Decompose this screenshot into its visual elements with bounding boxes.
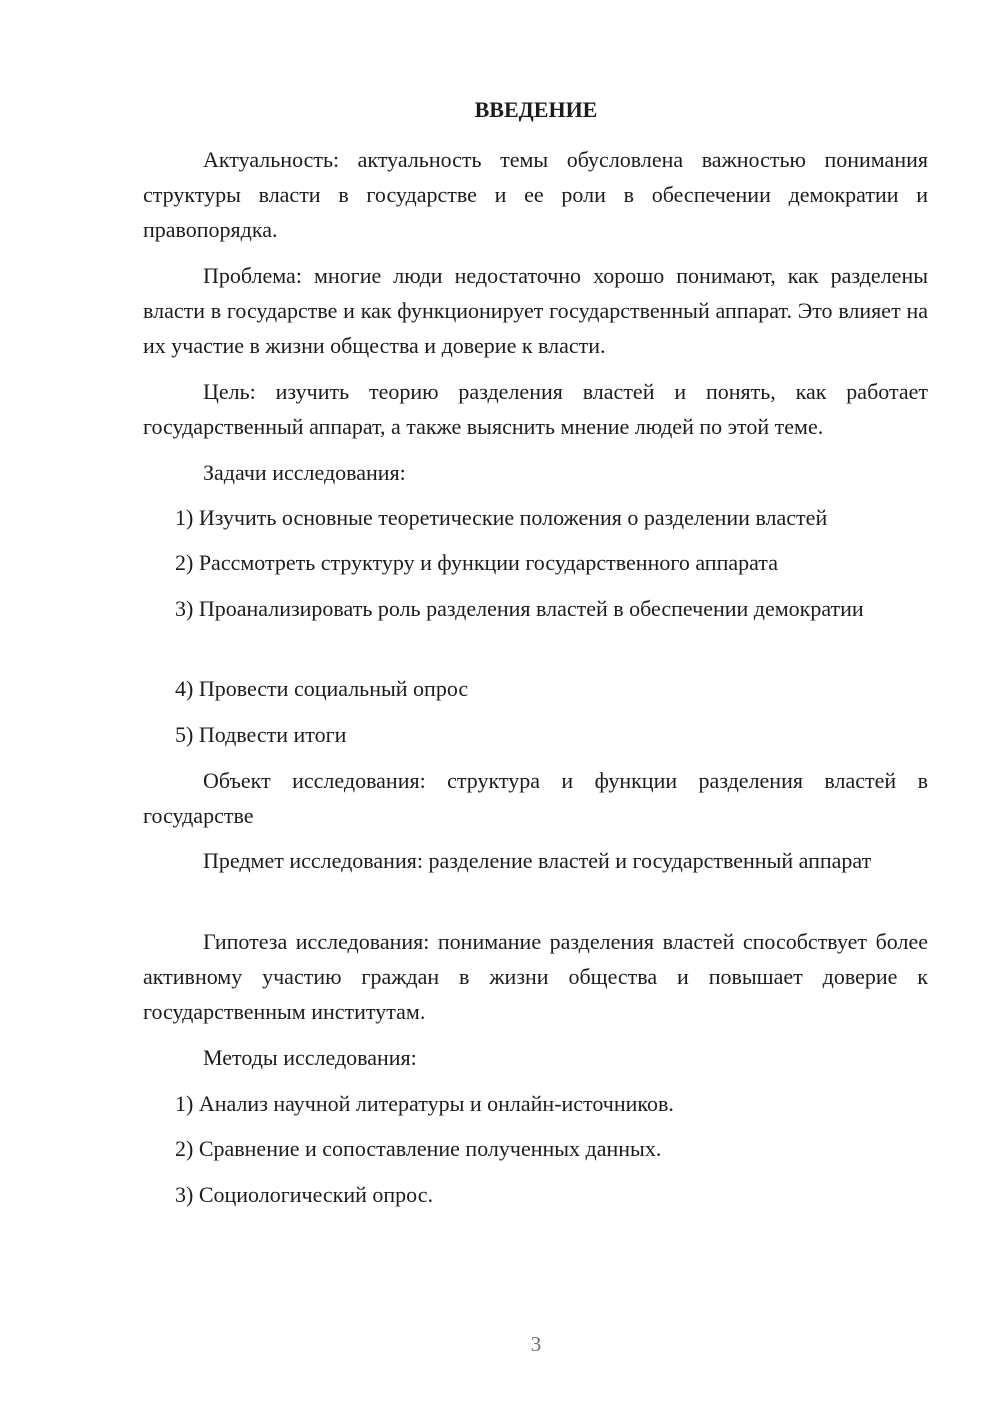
task-item: 4) Провести социальный опрос [175,676,469,701]
task-item: 5) Подвести итоги [175,722,347,747]
goal-paragraph: Цель: изучить теорию разделения властей и понять, как работает государственный аппарат, а также выяснить мнение людей по этой теме. [143,379,928,439]
task-item: 3) Проанализировать роль разделения властей в обеспечении демократии [175,596,864,621]
method-item: 2) Сравнение и сопоставление полученных данных. [175,1136,662,1161]
hypothesis-paragraph: Гипотеза исследования: понимание разделения властей способствует более активному участию граждан в жизни общества и повышает доверие к государственным институтам. [143,929,928,1024]
page-title: ВВЕДЕНИЕ [474,97,598,122]
tasks-heading: Задачи исследования: [203,460,406,485]
page-number: 3 [530,1332,542,1356]
problem-paragraph: Проблема: многие люди недостаточно хорошо понимают, как разделены власти в государстве и как функционирует государственный аппарат. Это влияет на их участие в жизни общества и доверие к власти. [143,263,928,358]
object-paragraph: Объект исследования: структура и функции разделения властей в государстве [143,768,928,828]
task-item: 2) Рассмотреть структуру и функции государственного аппарата [175,550,778,575]
relevance-paragraph: Актуальность: актуальность темы обусловлена важностью понимания структуры власти в государстве и ее роли в обеспечении демократии и правопорядка. [143,147,928,242]
method-item: 3) Социологический опрос. [175,1182,433,1207]
subject-paragraph: Предмет исследования: разделение властей и государственный аппарат [203,848,872,873]
task-item: 1) Изучить основные теоретические положения о разделении властей [175,505,828,530]
methods-heading: Методы исследования: [203,1045,417,1070]
method-item: 1) Анализ научной литературы и онлайн-источников. [175,1091,674,1116]
